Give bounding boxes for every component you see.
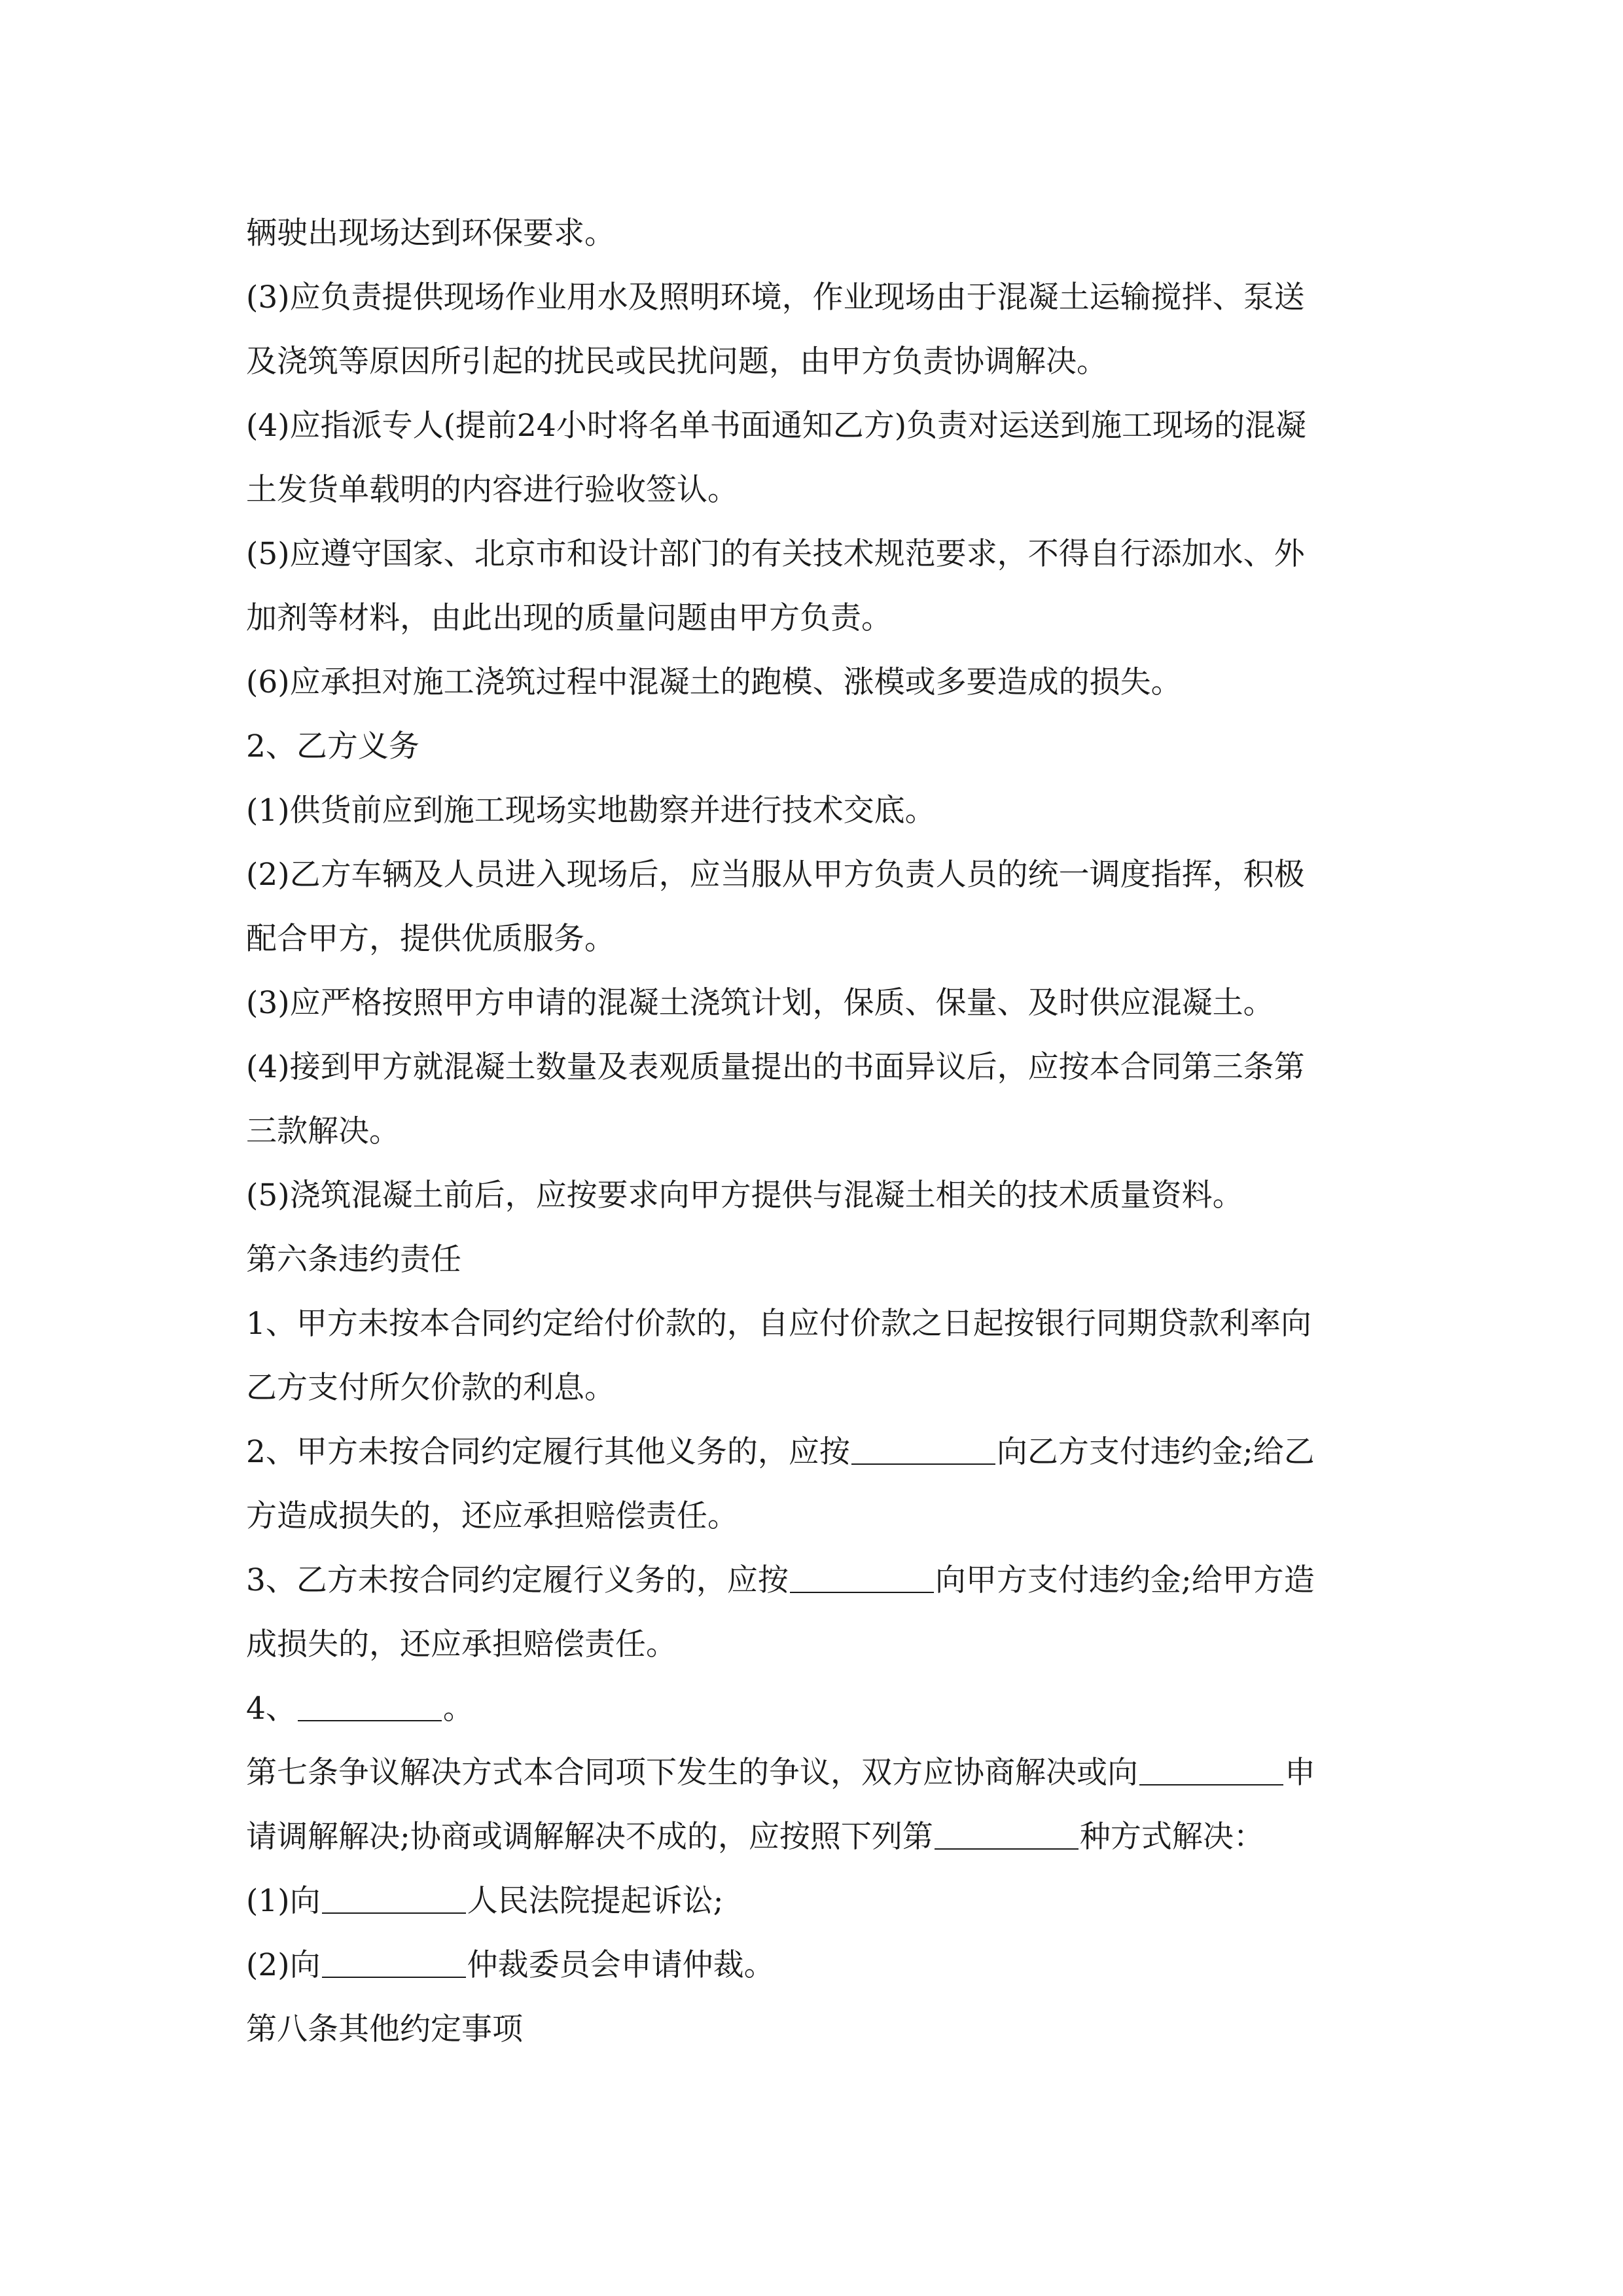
- article-heading: 第六条违约责任: [246, 1242, 461, 1278]
- article-heading: 第七条争议解决方式本合同项下发生的争议，双方应协商解决或向 申: [246, 1755, 1315, 1791]
- article-heading: 第八条其他约定事项: [246, 2011, 523, 2047]
- fill-in-blank[interactable]: [935, 1818, 1079, 1850]
- text-line: (2)乙方车辆及人员进入现场后，应当服从甲方负责人员的统一调度指挥，积极: [246, 857, 1305, 893]
- text-line: (3)应负责提供现场作业用水及照明环境，作业现场由于混凝土运输搅拌、泵送: [246, 279, 1305, 315]
- text-line: 3、乙方未按合同约定履行义务的，应按 向甲方支付违约金;给甲方造: [246, 1562, 1315, 1598]
- text-line: 方造成损失的，还应承担赔偿责任。: [246, 1498, 738, 1534]
- fill-in-blank[interactable]: [322, 1946, 466, 1978]
- text-line: (3)应严格按照甲方申请的混凝土浇筑计划，保质、保量、及时供应混凝土。: [246, 985, 1274, 1021]
- text-line: (1)供货前应到施工现场实地勘察并进行技术交底。: [246, 793, 936, 829]
- text-line: (2)向 仲裁委员会申请仲裁。: [246, 1947, 775, 1983]
- text-line: (1)向 人民法院提起诉讼;: [246, 1883, 724, 1919]
- document-page: [246, 202, 1378, 2062]
- fill-in-blank[interactable]: [1139, 1753, 1283, 1785]
- text-line: 成损失的，还应承担赔偿责任。: [246, 1626, 677, 1662]
- text-line: 4、 。: [246, 1691, 474, 1727]
- text-line: (5)应遵守国家、北京市和设计部门的有关技术规范要求，不得自行添加水、外: [246, 536, 1305, 572]
- fill-in-blank[interactable]: [322, 1882, 466, 1914]
- fill-in-blank[interactable]: [790, 1561, 934, 1593]
- text-line: 乙方支付所欠价款的利息。: [246, 1370, 615, 1406]
- text-line: 2、甲方未按合同约定履行其他义务的，应按 向乙方支付违约金;给乙: [246, 1434, 1315, 1470]
- text-line: 请调解解决;协商或调解解决不成的，应按照下列第 种方式解决：: [246, 1819, 1264, 1855]
- text-line: 加剂等材料，由此出现的质量问题由甲方负责。: [246, 600, 892, 636]
- fill-in-blank[interactable]: [851, 1433, 995, 1465]
- text-line: 土发货单载明的内容进行验收签认。: [246, 472, 738, 508]
- text-line: (4)应指派专人(提前24小时将名单书面通知乙方)负责对运送到施工现场的混凝: [246, 408, 1307, 444]
- text-line: 1、甲方未按本合同约定给付价款的，自应付价款之日起按银行同期贷款利率向: [246, 1306, 1311, 1342]
- text-line: (6)应承担对施工浇筑过程中混凝土的跑模、涨模或多要造成的损失。: [246, 664, 1182, 700]
- text-line: 三款解决。: [246, 1113, 400, 1149]
- text-line: (5)浇筑混凝土前后，应按要求向甲方提供与混凝土相关的技术质量资料。: [246, 1177, 1243, 1213]
- fill-in-blank[interactable]: [298, 1689, 442, 1721]
- text-line: 配合甲方，提供优质服务。: [246, 921, 615, 957]
- text-line: 辆驶出现场达到环保要求。: [246, 215, 615, 251]
- text-line: 及浇筑等原因所引起的扰民或民扰问题，由甲方负责协调解决。: [246, 344, 1107, 380]
- text-line: (4)接到甲方就混凝土数量及表观质量提出的书面异议后，应按本合同第三条第: [246, 1049, 1305, 1085]
- section-heading: 2、乙方义务: [246, 728, 419, 764]
